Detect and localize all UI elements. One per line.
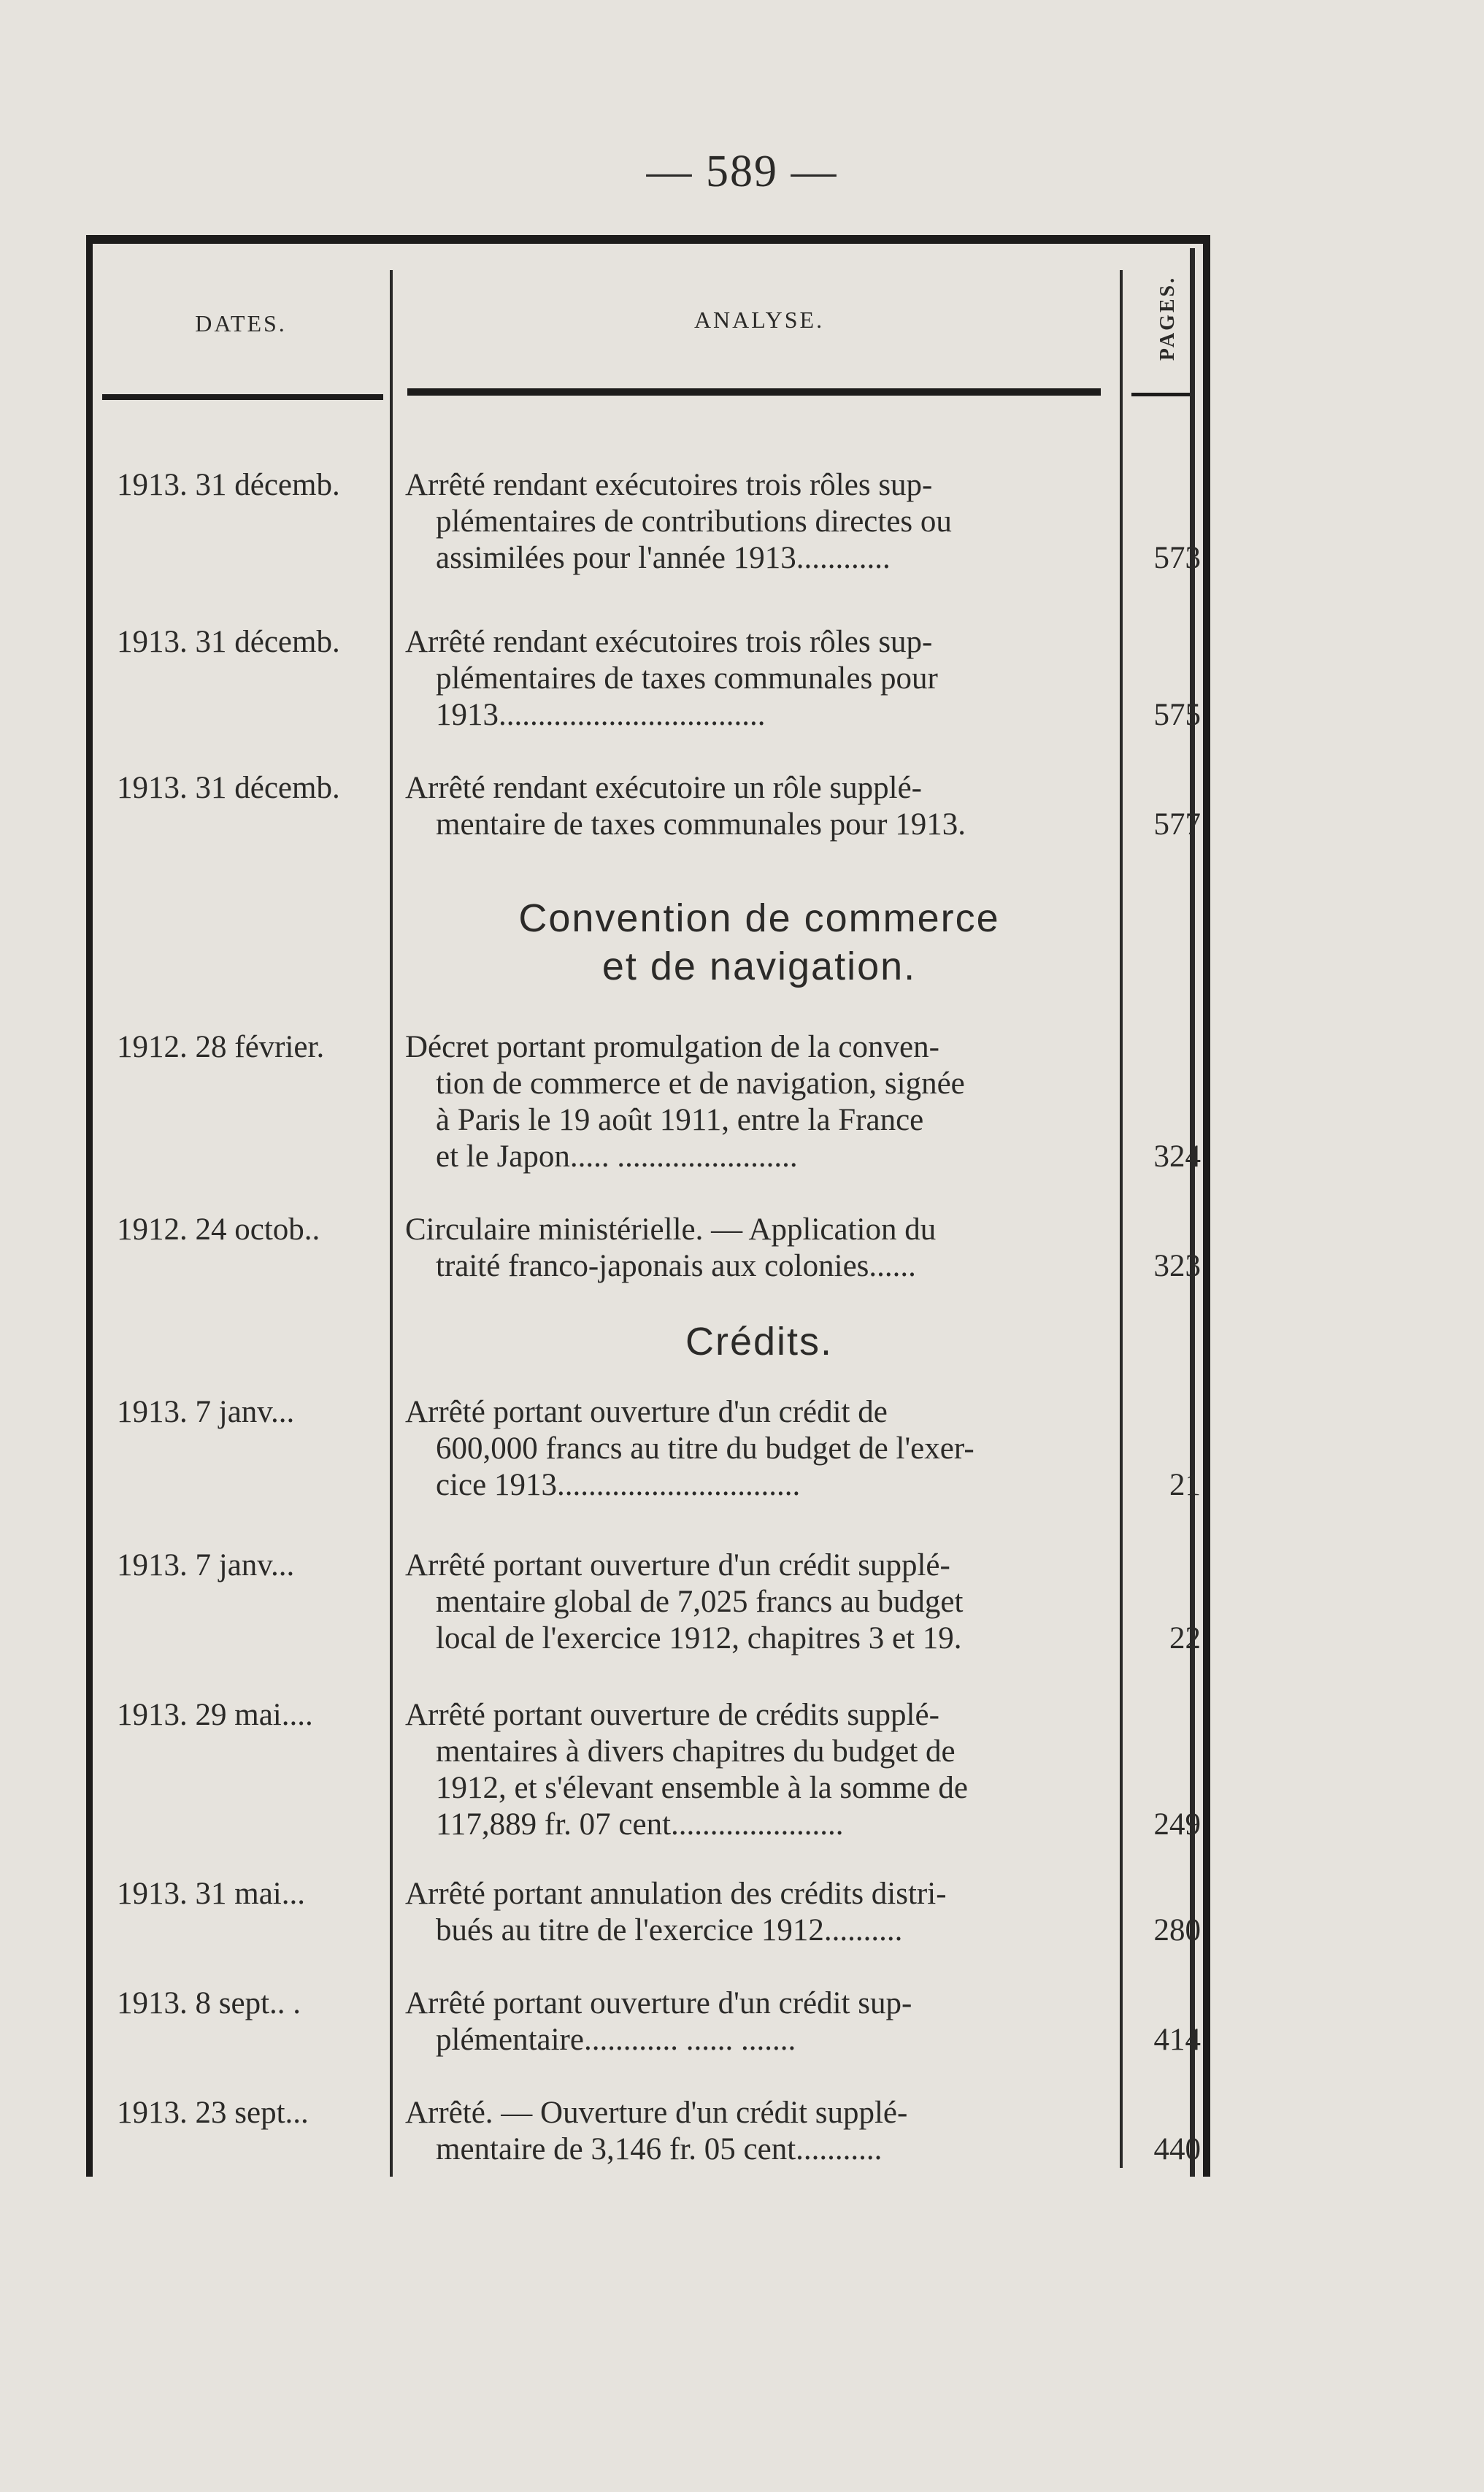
entry-line: et le Japon..... ....................... (436, 1139, 798, 1174)
entry-date: 1912. 24 octob.. (117, 1212, 320, 1247)
entry-analysis (405, 1394, 1113, 1504)
entry-line: Arrêté portant ouverture d'un crédit sup- (405, 1986, 912, 2020)
entry-line: tion de commerce et de navigation, signée (436, 1066, 965, 1101)
entry-analysis (405, 624, 1113, 734)
entry-page: 324 (1153, 1139, 1201, 1174)
entry-date: 1913. 31 décemb. (117, 468, 340, 502)
entry-line: local de l'exercice 1912, chapitres 3 et 19. (436, 1621, 962, 1655)
entry-page: 249 (1153, 1807, 1201, 1842)
entry-analysis (405, 2095, 1113, 2168)
entry-date: 1913. 8 sept.. . (117, 1986, 301, 2020)
entry-analysis (405, 1029, 1113, 1175)
entry-line: 1913.................................. (436, 698, 766, 732)
header-analyse: ANALYSE. (693, 307, 825, 333)
entry-line: Arrêté portant ouverture de crédits supplé- (405, 1698, 939, 1732)
entry-line: à Paris le 19 août 1911, entre la France (436, 1103, 924, 1137)
entry-line: mentaires à divers chapitres du budget de (436, 1734, 956, 1769)
entry-line: Arrêté rendant exécutoire un rôle supplé- (405, 771, 922, 805)
entry-line: plémentaire............ ...... ....... (436, 2023, 796, 2057)
entry-page: 414 (1153, 2023, 1201, 2057)
header-dates: DATES. (195, 310, 287, 337)
entry-date: 1913. 7 janv... (117, 1395, 295, 1429)
header-rule-pages (1131, 393, 1190, 396)
entry-line: 1912, et s'élevant ensemble à la somme de (436, 1771, 968, 1805)
entry-line: traité franco-japonais aux colonies...... (436, 1249, 916, 1283)
entry-line: Arrêté rendant exécutoires trois rôles sup- (405, 625, 933, 659)
entry-analysis (405, 1212, 1113, 1285)
header-rule-dates (102, 394, 383, 400)
entry-date: 1913. 31 décemb. (117, 771, 340, 805)
entry-page: 21 (1169, 1468, 1201, 1502)
section-heading-line: Convention de commerce (518, 896, 1000, 940)
entry-date: 1913. 31 décemb. (117, 625, 340, 659)
entry-line: Arrêté portant ouverture d'un crédit de (405, 1395, 888, 1429)
section-heading-line: Crédits. (685, 1320, 834, 1364)
entry-analysis (405, 1697, 1113, 1843)
header-rule-analyse (407, 388, 1101, 396)
entry-line: plémentaires de taxes communales pour (436, 661, 938, 696)
page-number: — 589 — (646, 147, 838, 196)
entry-analysis (405, 1985, 1113, 2058)
entry-line: Décret portant promulgation de la conven- (405, 1030, 939, 1064)
section-heading-credits (405, 1318, 1113, 1366)
column-divider-pages-inner (1190, 248, 1195, 2177)
entry-page: 280 (1153, 1913, 1201, 1947)
entry-line: Arrêté portant ouverture d'un crédit supplé- (405, 1548, 950, 1583)
entry-line: mentaire de 3,146 fr. 05 cent........... (436, 2132, 883, 2166)
entry-line: Circulaire ministérielle. — Application du (405, 1212, 937, 1247)
header-pages: PAGES. (1156, 275, 1179, 361)
entry-date: 1913. 31 mai... (117, 1877, 305, 1911)
entry-line: assimilées pour l'année 1913............ (436, 541, 891, 575)
entry-line: mentaire de taxes communales pour 1913. (436, 807, 966, 842)
entry-line: 117,889 fr. 07 cent...................... (436, 1807, 844, 1842)
entry-date: 1912. 28 février. (117, 1030, 325, 1064)
entry-line: bués au titre de l'exercice 1912.......... (436, 1913, 903, 1947)
entry-line: cice 1913............................... (436, 1468, 801, 1502)
entry-page: 573 (1153, 541, 1201, 575)
entry-date: 1913. 29 mai.... (117, 1698, 313, 1732)
section-heading-line: et de navigation. (601, 945, 917, 988)
entry-line: plémentaires de contributions directes ou (436, 504, 952, 539)
entry-date: 1913. 7 janv... (117, 1548, 295, 1583)
column-divider-dates (390, 270, 393, 2177)
entry-date: 1913. 23 sept... (117, 2096, 309, 2130)
entry-line: Arrêté rendant exécutoires trois rôles sup- (405, 468, 933, 502)
entry-page: 577 (1153, 807, 1201, 842)
entry-analysis (405, 1547, 1113, 1657)
entry-page: 440 (1153, 2132, 1201, 2166)
entry-analysis (405, 770, 1113, 843)
entry-page: 22 (1169, 1621, 1201, 1655)
entry-line: 600,000 francs au titre du budget de l'exer- (436, 1431, 974, 1466)
entry-page: 575 (1153, 698, 1201, 732)
entry-line: Arrêté portant annulation des crédits distri- (405, 1877, 947, 1911)
entry-line: mentaire global de 7,025 francs au budget (436, 1585, 964, 1619)
entry-line: Arrêté. — Ouverture d'un crédit supplé- (405, 2096, 908, 2130)
entry-analysis (405, 467, 1113, 577)
section-heading-convention (405, 894, 1113, 991)
column-divider-pages (1120, 270, 1123, 2168)
entry-page: 323 (1153, 1249, 1201, 1283)
entry-analysis (405, 1876, 1113, 1949)
